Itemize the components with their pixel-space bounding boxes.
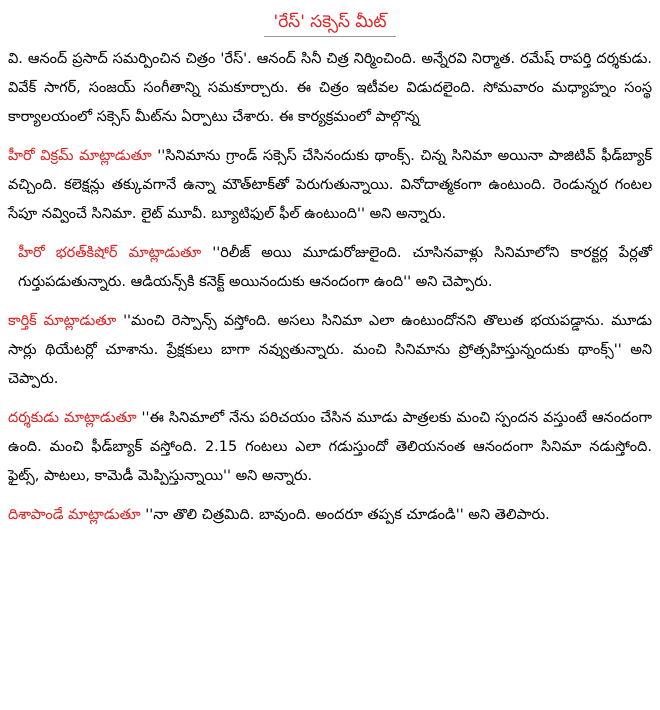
quote-paragraph-director xyxy=(8,404,652,491)
quote-text: ''రిలీజ్‌ అయి మూడురోజులైంది. చూసినవాళ్లు సినిమాలోని కారక్టర్ల పేర్లతో గుర్తుపడుతున్నారు. ఆడియన్స్‌కి కనెక్ట్‌ అయినందుకు ఆనందంగా ఉంది'' అని చెప్పారు. xyxy=(18,245,652,290)
quote-paragraph-bharath xyxy=(8,239,652,297)
intro-paragraph: వి. ఆనంద్‌ ప్రసాద్‌ సమర్పించిన చిత్రం 'రేస్‌'. ఆనంద్‌ సినీ చిత్ర నిర్మించింది. అన్నేరవి నిర్మాత. రమేష్‌ రాపర్తి దర్శకుడు. వివేక్‌ సాగర్‌, సంజయ్‌ సంగీతాన్ని సమకూర్చారు. ఈ చిత్రం ఇటీవల విడుదలైంది. సోమవారం మధ్యాహ్నం సంస్థ కార్యాలయంలో సక్సెస్‌ మీట్‌ను ఏర్పాటు చేశారు. ఈ కార్యక్రమంలో పాల్గొన్న xyxy=(8,51,652,125)
quote-text: ''మంచి రెస్పాన్స్‌ వస్తోంది. అసలు సినిమా ఎలా ఉంటుందోనని తొలుత భయపడ్డాను. మూడు సార్లు థియేటర్లో చూశాను. ప్రేక్షకులు బాగా నవ్వుతున్నారు. మంచి సినిమాను ప్రోత్సహిస్తున్నందుకు థాంక్స్‌'' అని చెప్పారు. xyxy=(8,313,652,387)
speaker-label: దర్శకుడు మాట్లాడుతూ xyxy=(8,410,137,426)
quote-text: ''ఈ సినిమాలో నేను పరిచయం చేసిన మూడు పాత్రలకు మంచి స్పందన వస్తుంటే ఆనందంగా ఉంది. మంచి ఫీడ్‌బ్యాక్‌ వస్తోంది. 2.15 గంటలు ఎలా గడుస్తుందో తెలియనంత ఆనందంగా సినిమా నడుస్తోంది. ఫైట్స్‌, పాటలు, కామెడీ మెప్పిస్తున్నాయి'' అని అన్నారు. xyxy=(8,410,652,484)
speaker-label: హీరో భరత్‌కిషోర్‌ మాట్లాడుతూ xyxy=(18,245,202,261)
speaker-label: హీరో విక్రమ్‌ మాట్లాడుతూ xyxy=(8,148,152,164)
speaker-label: కార్తిక్‌ మాట్లాడుతూ xyxy=(8,313,117,329)
quote-text: ''నా తొలి చిత్రమిది. బావుంది. అందరూ తప్పక చూడండి'' అని తెలిపారు. xyxy=(140,507,550,523)
quote-text: ''సినిమాను గ్రాండ్‌ సక్సెస్‌ చేసినందుకు థాంక్స్‌. చిన్న సినిమా అయినా పాజిటివ్‌ ఫీడ్‌బ్యాక్‌ వచ్చింది. కలెక్షన్లు తక్కువగానే ఉన్నా మౌత్‌టాక్‌తో పెరుగుతున్నాయి. వినోదాత్మకంగా ఉంటుంది. రెండున్నర గంటల సేపూ నవ్వించే సినిమా. లైట్‌ మూవీ. బ్యూటిఫుల్‌ ఫీల్‌ ఉంటుంది'' అని అన్నారు. xyxy=(8,148,652,222)
speaker-label: దిశాపాండే మాట్లాడుతూ xyxy=(8,507,141,523)
quote-paragraph-karthik xyxy=(8,307,652,394)
article-title: 'రేస్‌' సక్సెస్‌ మీట్‌ xyxy=(264,8,397,37)
quote-paragraph-vikram xyxy=(8,142,652,229)
quote-paragraph-disha xyxy=(8,501,652,530)
